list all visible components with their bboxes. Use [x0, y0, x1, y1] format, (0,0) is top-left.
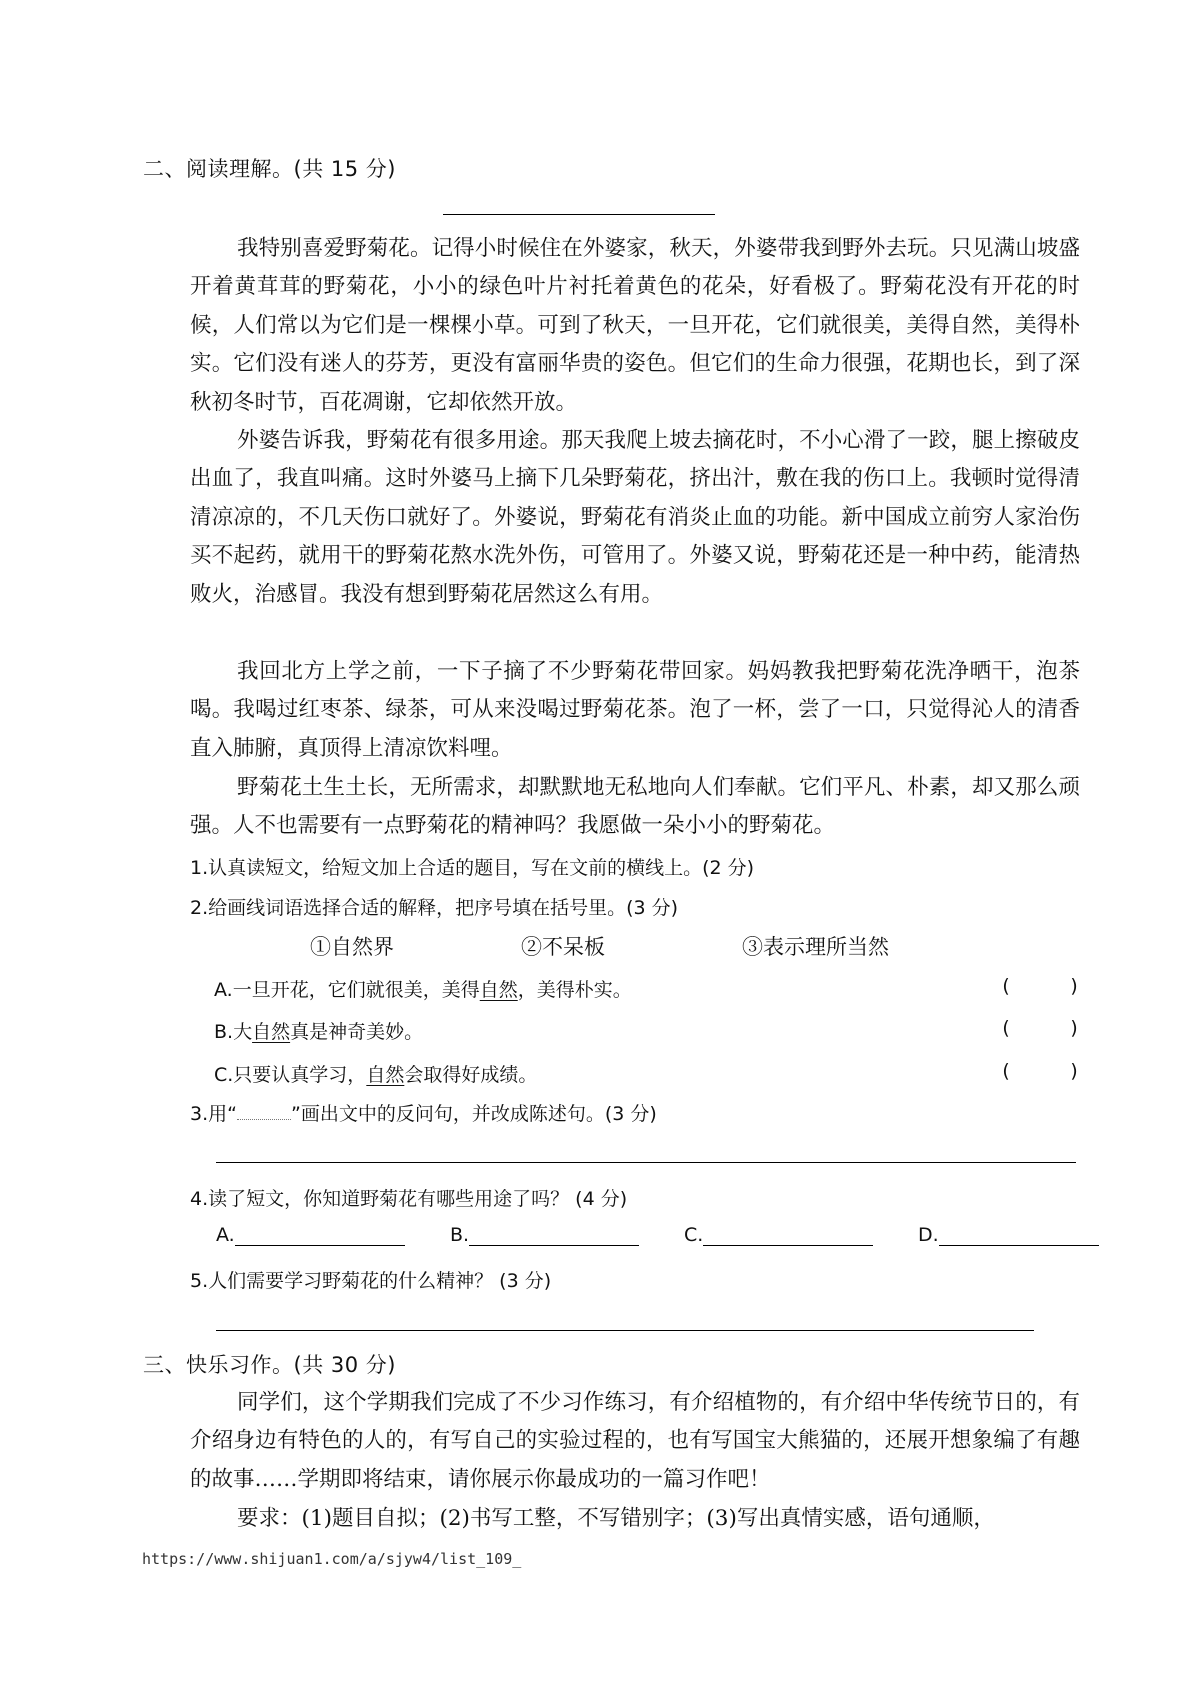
footer-url: https://www.shijuan1.com/a/sjyw4/list_109_	[142, 1550, 522, 1568]
passage-paragraph-1: 我特别喜爱野菊花。记得小时候住在外婆家，秋天，外婆带我到野外去玩。只见满山坡盛开着黄茸茸的野菊花，小小的绿色叶片衬托着黄色的花朵，好看极了。野菊花没有开花的时候，人们常以为它们是一棵棵小草。可到了秋天，一旦开花，它们就很美，美得自然，美得朴实。它们没有迷人的芬芳，更没有富丽华贵的姿色。但它们的生命力很强，花期也长，到了深秋初冬时节，百花凋谢，它却依然开放。	[190, 236, 1080, 415]
answer-paren-c[interactable]: ( )	[1000, 1060, 1081, 1082]
blank-d[interactable]	[918, 1224, 1099, 1246]
answer-line-q5[interactable]	[216, 1330, 1034, 1331]
item-c	[214, 1060, 537, 1087]
item-a-post: ，美得朴实。	[517, 979, 632, 1001]
item-c-underlined: 自然	[366, 1064, 405, 1086]
item-c-pre: C.只要认真学习，	[214, 1064, 367, 1086]
blank-c-line[interactable]	[703, 1227, 873, 1246]
blank-d-line[interactable]	[939, 1227, 1099, 1246]
question-3	[190, 1099, 657, 1126]
question-2: 2.给画线词语选择合适的解释，把序号填在括号里。(3 分)	[190, 897, 679, 919]
answer-paren-a[interactable]: ( )	[1000, 975, 1081, 997]
option-3: ③表示理所当然	[742, 935, 889, 959]
section3-heading: 三、快乐习作。(共 30 分)	[143, 1353, 396, 1377]
item-b-pre: B.大	[214, 1021, 253, 1043]
passage-paragraph-3: 我回北方上学之前，一下子摘了不少野菊花带回家。妈妈教我把野菊花洗净晒干，泡茶喝。我喝过红枣茶、绿茶，可从来没喝过野菊花茶。泡了一杯，尝了一口，只觉得沁人的清香直入肺腑，真顶得上清凉饮料哩。	[190, 659, 1080, 761]
passage-paragraph-4: 野菊花土生土长，无所需求，却默默地无私地向人们奉献。它们平凡、朴素，却又那么顽强。人不也需要有一点野菊花的精神吗？我愿做一朵小小的野菊花。	[190, 775, 1080, 839]
item-b	[214, 1017, 423, 1044]
option-2: ②不呆板	[521, 935, 605, 959]
question-1: 1.认真读短文，给短文加上合适的题目，写在文前的横线上。(2 分)	[190, 857, 755, 879]
writing-paragraph: 同学们，这个学期我们完成了不少习作练习，有介绍植物的，有介绍中华传统节日的，有介绍身边有特色的人的，有写自己的实验过程的，也有写国宝大熊猫的，还展开想象编了有趣的故事……学期即将结束，请你展示你最成功的一篇习作吧！	[190, 1390, 1080, 1492]
question-5: 5.人们需要学习野菊花的什么精神？ (3 分)	[190, 1270, 552, 1292]
blank-b[interactable]	[450, 1224, 639, 1246]
question-4: 4.读了短文，你知道野菊花有哪些用途了吗？ (4 分)	[190, 1188, 628, 1210]
item-c-post: 会取得好成绩。	[404, 1064, 538, 1086]
section2-heading: 二、阅读理解。(共 15 分)	[143, 157, 396, 181]
question-3-post: ”画出文中的反问句，并改成陈述句。(3 分)	[290, 1103, 657, 1125]
option-1: ①自然界	[310, 935, 394, 959]
blank-d-label: D.	[918, 1224, 939, 1246]
item-a-underlined: 自然	[479, 979, 518, 1001]
passage-paragraph-2: 外婆告诉我，野菊花有很多用途。那天我爬上坡去摘花时，不小心滑了一跤，腿上擦破皮出血了，我直叫痛。这时外婆马上摘下几朵野菊花，挤出汁，敷在我的伤口上。我顿时觉得清清凉凉的，不几天伤口就好了。外婆说，野菊花有消炎止血的功能。新中国成立前穷人家治伤买不起药，就用干的野菊花熬水洗外伤，可管用了。外婆又说，野菊花还是一种中药，能清热败火，治感冒。我没有想到野菊花居然这么有用。	[190, 428, 1080, 607]
question-3-pre: 3.用“	[190, 1103, 237, 1125]
blank-a[interactable]	[216, 1224, 405, 1246]
item-b-post: 真是神奇美妙。	[290, 1021, 424, 1043]
blank-a-label: A.	[216, 1224, 235, 1246]
blank-b-label: B.	[450, 1224, 470, 1246]
blank-a-line[interactable]	[235, 1227, 405, 1246]
item-a	[214, 975, 632, 1002]
blank-b-line[interactable]	[469, 1227, 639, 1246]
answer-line-q3[interactable]	[216, 1162, 1076, 1163]
blank-c[interactable]	[684, 1224, 873, 1246]
item-a-pre: A.一旦开花，它们就很美，美得	[214, 979, 480, 1001]
answer-paren-b[interactable]: ( )	[1000, 1017, 1081, 1039]
item-b-underlined: 自然	[252, 1021, 291, 1043]
writing-requirements: 要求：(1)题目自拟；(2)书写工整，不写错别字；(3)写出真情实感，语句通顺，	[237, 1506, 995, 1531]
blank-c-label: C.	[684, 1224, 704, 1246]
title-blank-line[interactable]	[443, 214, 715, 215]
wavy-line-mark	[237, 1109, 291, 1120]
